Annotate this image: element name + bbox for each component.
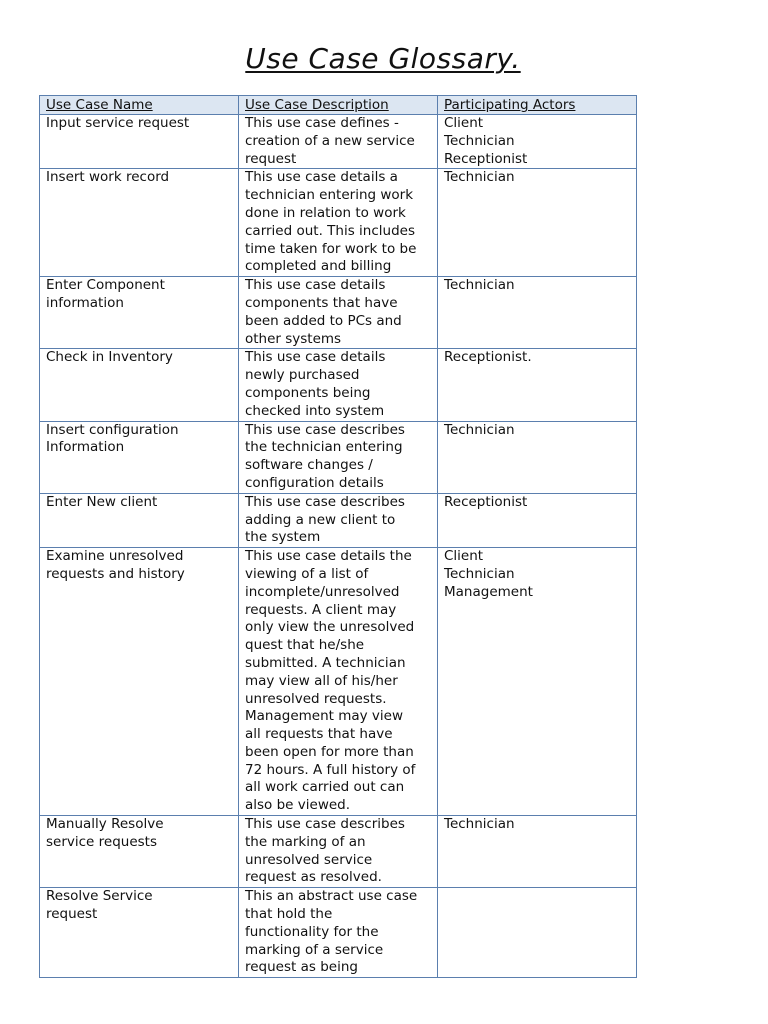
header-label: Participating Actors [444,97,576,113]
actor: Technician [444,169,515,186]
table-row [40,888,637,978]
use-case-name: Manually Resolve service requests [46,816,164,850]
actor: Technician [444,816,515,833]
use-case-description-cell [239,115,438,169]
use-case-description: This use case details newly purchased components being checked into system [245,349,386,419]
table-row [40,349,637,421]
table-row [40,277,637,349]
actors-cell [438,349,637,421]
use-case-name-cell [40,888,239,978]
use-case-description-cell [239,493,438,547]
use-case-description-cell [239,277,438,349]
actors-cell [438,548,637,816]
use-case-name: Input service request [46,115,190,131]
actors-cell [438,115,637,169]
table-row [40,548,637,816]
use-case-name-cell [40,169,239,277]
use-case-description: This use case defines - creation of a new service request [245,115,415,167]
table-row [40,421,637,493]
use-case-description: This use case details a technician entering work done in relation to work carried out. This includes time taken for work to be completed and billing [245,169,417,275]
use-case-description-cell [239,169,438,277]
actor: Management [444,583,533,600]
use-case-name: Check in Inventory [46,349,173,366]
page-title: Use Case Glossary. [245,42,521,75]
use-case-description-cell [239,816,438,888]
actors-cell [438,277,637,349]
use-case-name: Insert configuration Information [46,421,179,456]
use-case-name: Enter New client [46,493,158,510]
header-label: Use Case Name [46,97,153,113]
actors-cell [438,816,637,888]
actor: Receptionist [444,493,528,510]
use-case-description-cell [239,421,438,493]
actors-cell [438,493,637,547]
actors-cell [438,169,637,277]
actor: Client [444,548,484,565]
actors-cell [438,888,637,978]
header-label: Use Case Description [245,97,389,113]
actor: Technician [444,132,515,149]
use-case-description: This an abstract use case that hold the functionality for the marking of a service request as being [245,888,418,976]
actor: Receptionist. [444,349,532,366]
use-case-description: This use case describes the technician entering software changes / configuration details [245,421,405,491]
use-case-name-cell [40,816,239,888]
use-case-description: This use case details components that have been added to PCs and other systems [245,277,402,347]
table-row [40,169,637,277]
header-participating-actors [438,96,637,115]
use-case-name-cell [40,493,239,547]
actor: Receptionist [444,150,528,167]
actor: Technician [444,421,515,438]
use-case-description: This use case details the viewing of a list of incomplete/unresolved requests. A client may only view the unresolved quest that he/she submitted. A technician may view all of his/her unresolved requests. Management may view all requests that have been open for more than 72 hours. A full history of all work carried out can also be viewed. [245,548,416,814]
use-case-description: This use case describes the marking of an unresolved service request as resolved. [245,816,405,886]
use-case-name-cell [40,115,239,169]
use-case-name-cell [40,421,239,493]
header-use-case-description [239,96,438,115]
use-case-description-cell [239,548,438,816]
use-case-name: Examine unresolved requests and history [46,548,185,582]
actor: Technician [444,565,515,582]
use-case-table [39,95,637,978]
use-case-name: Insert work record [46,169,170,186]
header-use-case-name [40,96,239,115]
use-case-name-cell [40,349,239,421]
actors-cell [438,421,637,493]
table-row [40,115,637,169]
table-row [40,493,637,547]
use-case-description: This use case describes adding a new client to the system [245,493,405,546]
use-case-name-cell [40,277,239,349]
table-header-row [40,96,637,115]
table-row [40,816,637,888]
use-case-description-cell [239,888,438,978]
use-case-name-cell [40,548,239,816]
actor: Technician [444,277,515,294]
use-case-description-cell [239,349,438,421]
actor: Client [444,115,484,131]
use-case-name: Resolve Service request [46,888,153,923]
use-case-name: Enter Component information [46,277,165,311]
